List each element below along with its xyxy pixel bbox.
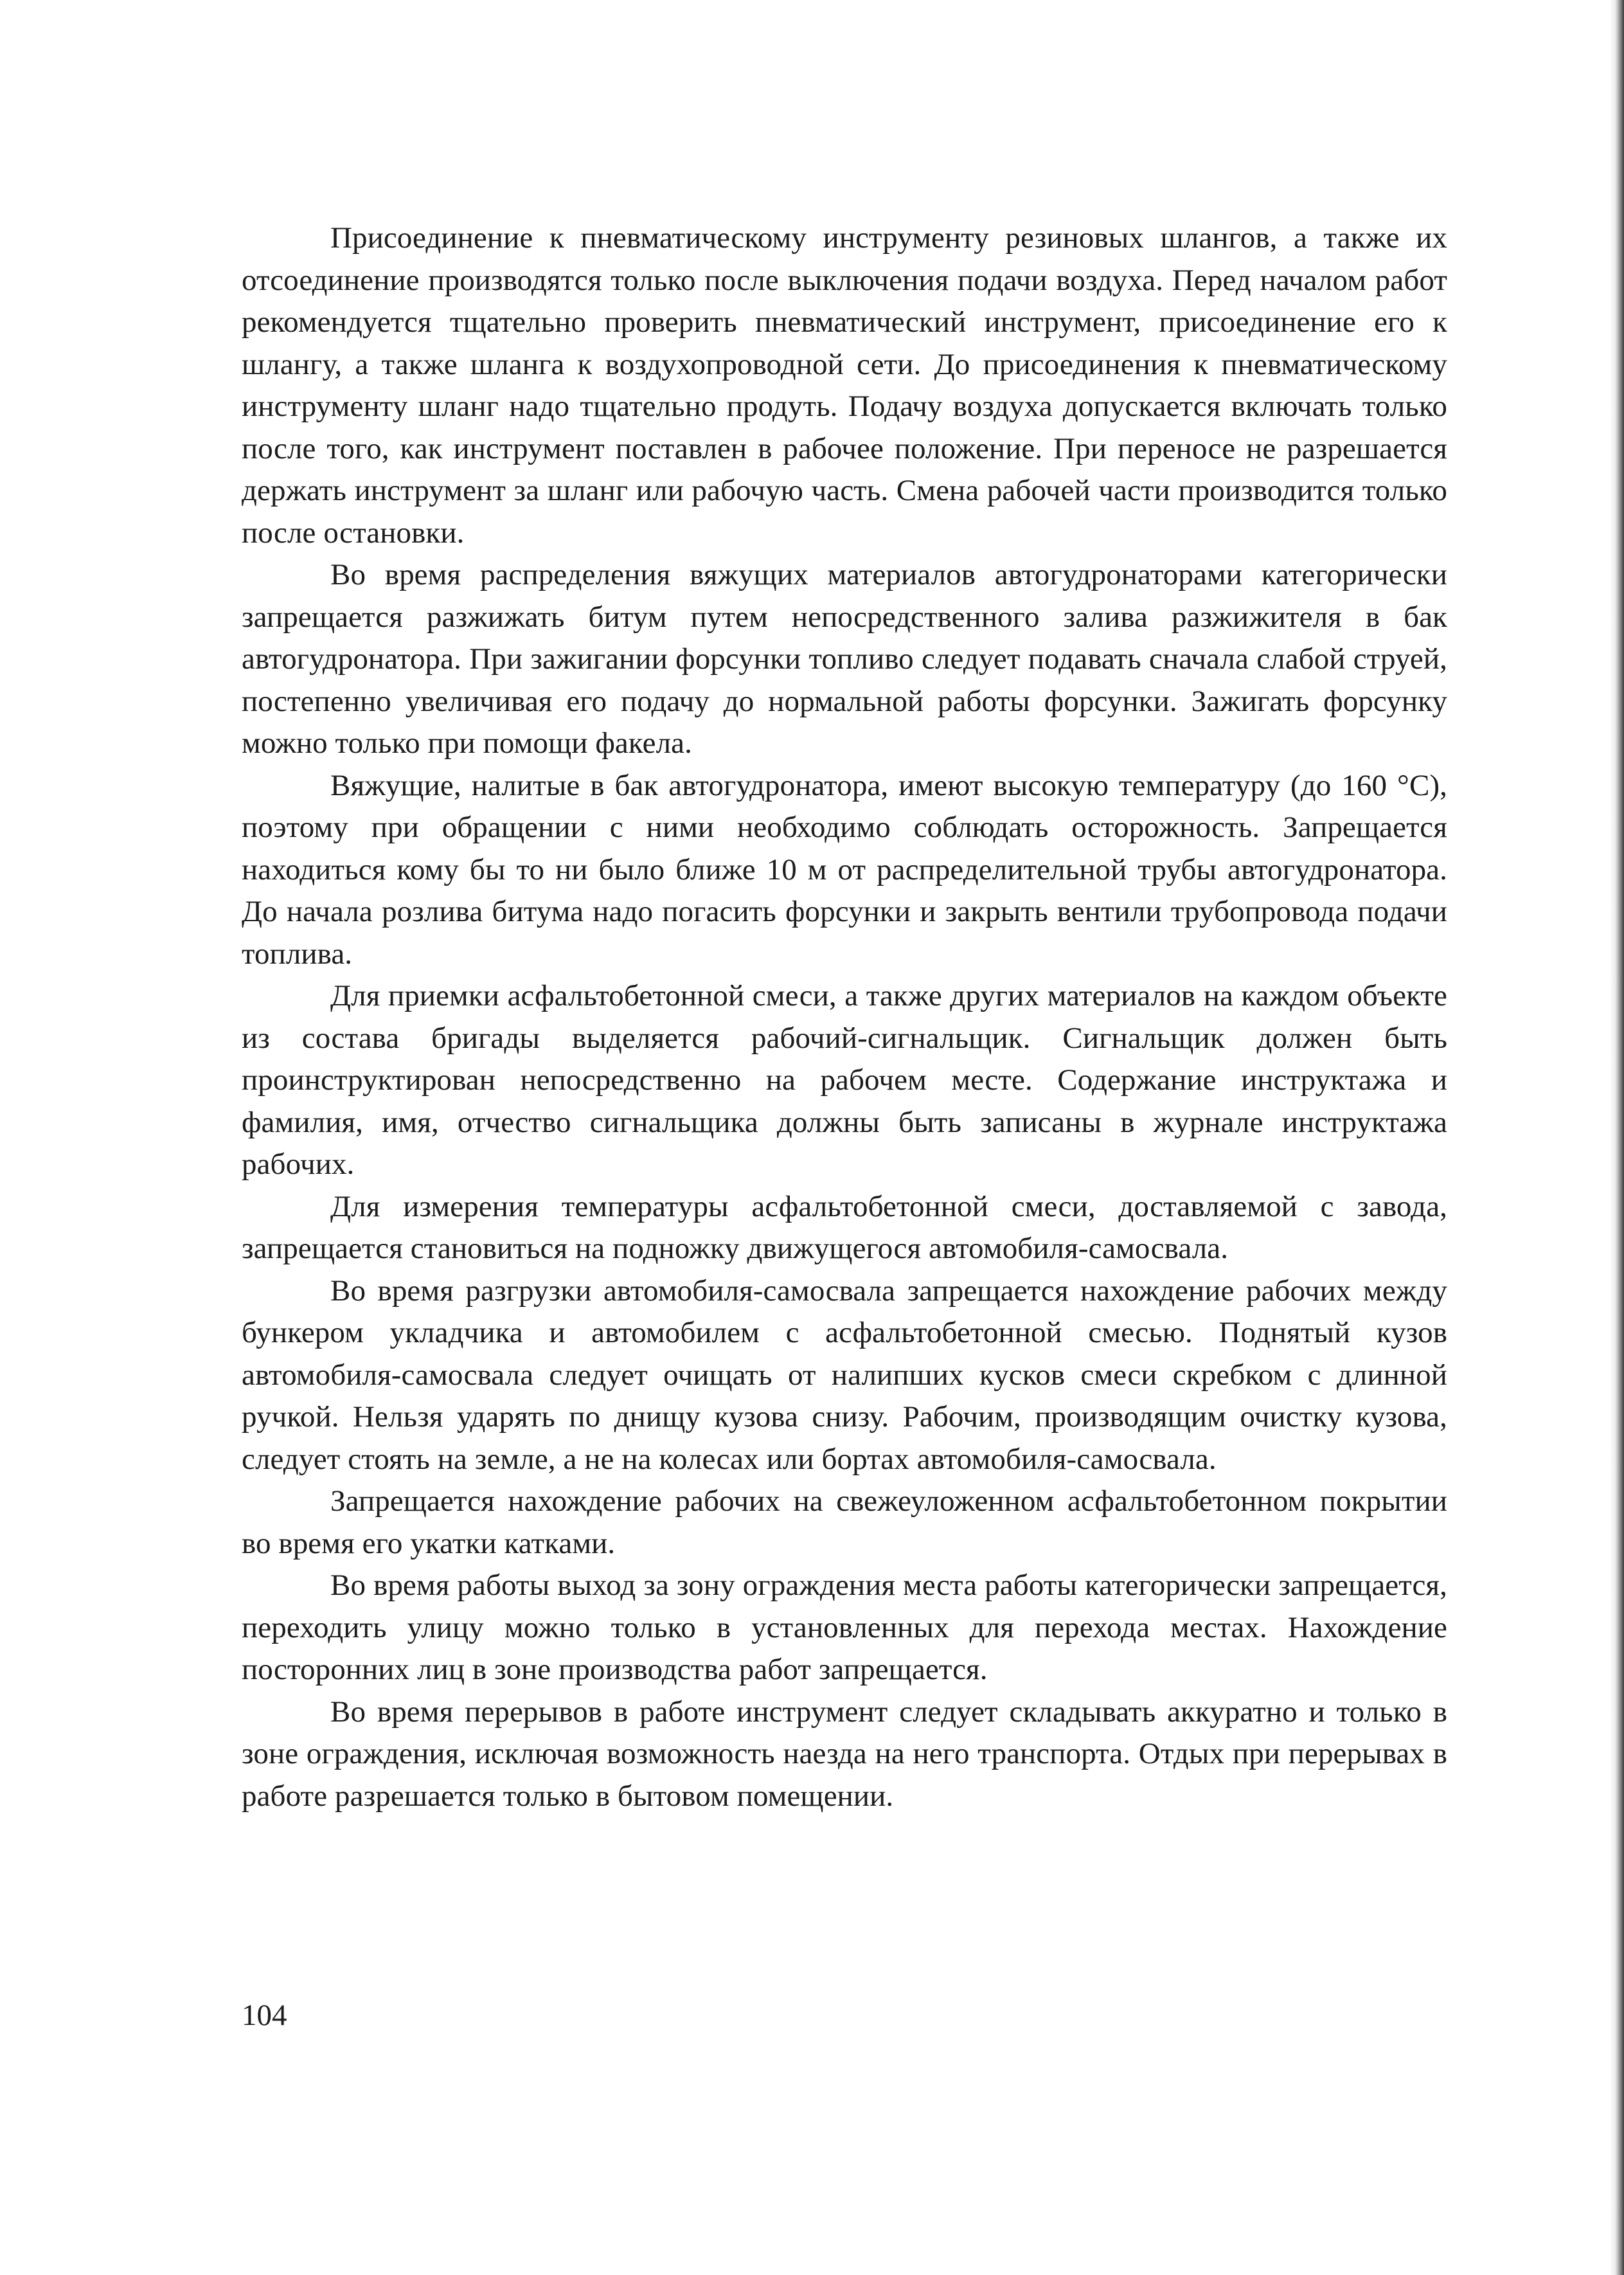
- paragraph: Для приемки асфальтобетонной смеси, а также других материалов на каждом объекте из состава бригады выделяется рабочий-сигнальщик. Сигнальщик должен быть проинструктирован непосредственно на рабочем месте. Содержание инструктажа и фамилия, имя, отчество сигнальщика должны быть записаны в журнале инструктажа рабочих.: [242, 979, 1447, 1181]
- page-body: [242, 217, 1447, 1817]
- page-edge-shadow: [1610, 0, 1624, 2275]
- paragraph: Запрещается нахождение рабочих на свежеуложенном асфальтобетонном покрытии во время его укатки катками.: [242, 1484, 1447, 1560]
- paragraph: Для измерения температуры асфальтобетонной смеси, доставляемой с завода, запрещается становиться на подножку движущегося автомобиля-самосвала.: [242, 1189, 1447, 1265]
- paragraph: Во время разгрузки автомобиля-самосвала запрещается нахождение рабочих между бункером укладчика и автомобилем с асфальтобетонной смесью. Поднятый кузов автомобиля-самосвала следует очищать от налипших кусков смеси скребком с длинной ручкой. Нельзя ударять по днищу кузова снизу. Рабочим, производящим очистку кузова, следует стоять на земле, а не на колесах или бортах автомобиля-самосвала.: [242, 1273, 1447, 1476]
- paragraph: Вяжущие, налитые в бак автогудронатора, имеют высокую температуру (до 160 °С), поэтому при обращении с ними необходимо соблюдать осторожность. Запрещается находиться кому бы то ни было ближе 10 м от распределительной трубы автогудронатора. До начала розлива битума надо погасить форсунки и закрыть вентили трубопровода подачи топлива.: [242, 768, 1447, 971]
- paragraph: Во время перерывов в работе инструмент следует складывать аккуратно и только в зоне ограждения, исключая возможность наезда на него транспорта. Отдых при перерывах в работе разрешается только в бытовом помещении.: [242, 1695, 1447, 1813]
- paragraph: Во время работы выход за зону ограждения места работы категорически запрещается, переходить улицу можно только в установленных для перехода местах. Нахождение посторонних лиц в зоне производства работ запрещается.: [242, 1569, 1447, 1686]
- paragraph: Во время распределения вяжущих материалов автогудронаторами категорически запрещается разжижать битум путем непосредственного залива разжижителя в бак автогудронатора. При зажигании форсунки топливо следует подавать сначала слабой струей, постепенно увеличивая его подачу до нормальной работы форсунки. Зажигать форсунку можно только при помощи факела.: [242, 558, 1447, 760]
- page-number: 104: [242, 1999, 287, 2032]
- paragraph: Присоединение к пневматическому инструменту резиновых шлангов, а также их отсоединение производятся только после выключения подачи воздуха. Перед началом работ рекомендуется тщательно проверить пневматический инструмент, присоединение его к шлангу, а также шланга к воздухопроводной сети. До присоединения к пневматическому инструменту шланг надо тщательно продуть. Подачу воздуха допускается включать только после того, как инструмент поставлен в рабочее положение. При переносе не разрешается держать инструмент за шланг или рабочую часть. Смена рабочей части производится только после остановки.: [242, 221, 1447, 550]
